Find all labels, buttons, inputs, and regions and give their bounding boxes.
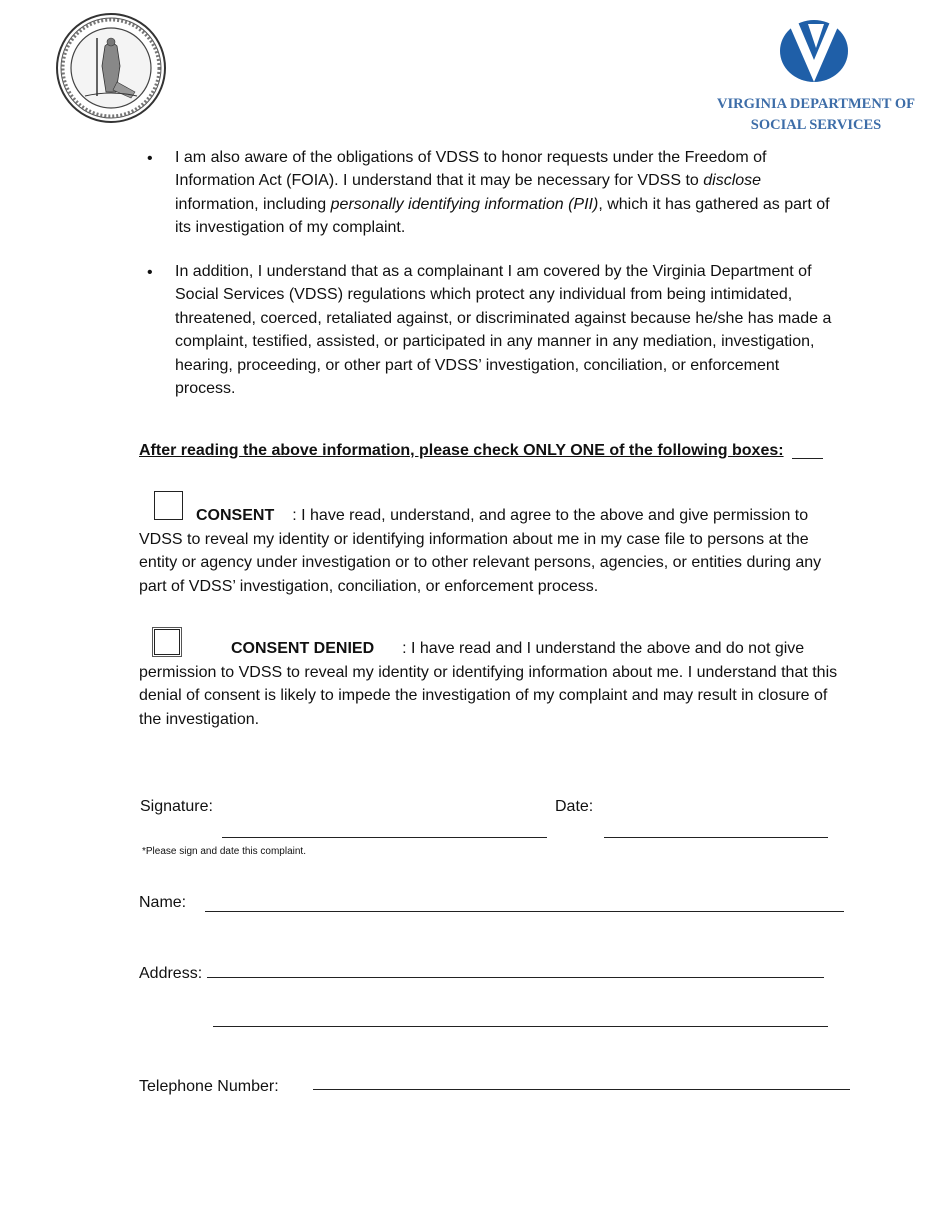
telephone-line bbox=[313, 1089, 850, 1090]
vdss-logo-icon bbox=[776, 16, 852, 84]
foia-text-c: , which it has gathered as part of its investigation of my complaint. bbox=[175, 195, 830, 237]
foia-text-pii: personally identifying information (PII) bbox=[330, 195, 599, 213]
signature-label: Signature: bbox=[140, 798, 213, 815]
address-field-line1[interactable] bbox=[207, 954, 827, 978]
foia-text-b: information, including bbox=[175, 195, 331, 213]
address-line2 bbox=[213, 1026, 828, 1027]
consent-denied-option bbox=[139, 637, 839, 731]
foia-text-disclose: disclose bbox=[703, 172, 762, 190]
date-label: Date: bbox=[555, 798, 594, 815]
bullet-marker: • bbox=[147, 150, 153, 167]
agency-name-line1: VIRGINIA DEPARTMENT OF bbox=[717, 96, 915, 112]
address-label: Address: bbox=[139, 965, 203, 982]
consent-label: CONSENT bbox=[196, 507, 275, 524]
consent-denied-label: CONSENT DENIED bbox=[231, 640, 375, 657]
date-line bbox=[604, 837, 828, 838]
consent-option bbox=[139, 504, 839, 598]
foia-paragraph bbox=[175, 146, 835, 240]
name-label: Name: bbox=[139, 894, 187, 911]
signature-field[interactable] bbox=[222, 814, 550, 838]
telephone-field[interactable] bbox=[313, 1066, 853, 1090]
name-line bbox=[205, 911, 844, 912]
virginia-seal-icon bbox=[55, 12, 167, 124]
agency-name bbox=[705, 94, 927, 136]
address-line1 bbox=[207, 977, 824, 978]
sign-note: *Please sign and date this complaint. bbox=[142, 846, 306, 857]
instruction-heading: After reading the above information, please check ONLY ONE of the following boxes: bbox=[139, 442, 784, 459]
bullet-marker: • bbox=[147, 264, 153, 281]
telephone-label: Telephone Number: bbox=[139, 1078, 279, 1095]
consent-denied-text: : I have read and I understand the above and do not give permission to VDSS to reveal my identity or identifying information about me. I understand that this denial of consent is likely to impede the investigation of my complaint and may result in closure of the investigation. bbox=[139, 640, 838, 728]
signature-line bbox=[222, 837, 547, 838]
address-field-line2[interactable] bbox=[213, 1003, 831, 1027]
agency-name-line2: SOCIAL SERVICES bbox=[750, 117, 882, 133]
consent-text: : I have read, understand, and agree to the above and give permission to VDSS to reveal my identity or identifying information about me in my case file to persons at the entity or agency under investigation or to other relevant persons, agencies, or entities during any part of VDSS’ investigation, conciliation, or enforcement process. bbox=[139, 507, 822, 595]
instruction-underline-tail bbox=[792, 458, 823, 459]
date-field[interactable] bbox=[604, 814, 831, 838]
protection-paragraph: In addition, I understand that as a complainant I am covered by the Virginia Department of Social Services (VDSS) regulations which protect any individual from being intimidated, threatened, coerced, retaliated against, or discriminated against because he/she has made a complaint, testified, assisted, or participated in any manner in any mediation, investigation, hearing, proceeding, or other part of VDSS’ investigation, conciliation, or enforcement process. bbox=[175, 263, 832, 398]
foia-text-a: I am also aware of the obligations of VDSS to honor requests under the Freedom of Information Act (FOIA). I understand that it may be necessary for VDSS to bbox=[175, 149, 767, 190]
name-field[interactable] bbox=[205, 888, 847, 912]
